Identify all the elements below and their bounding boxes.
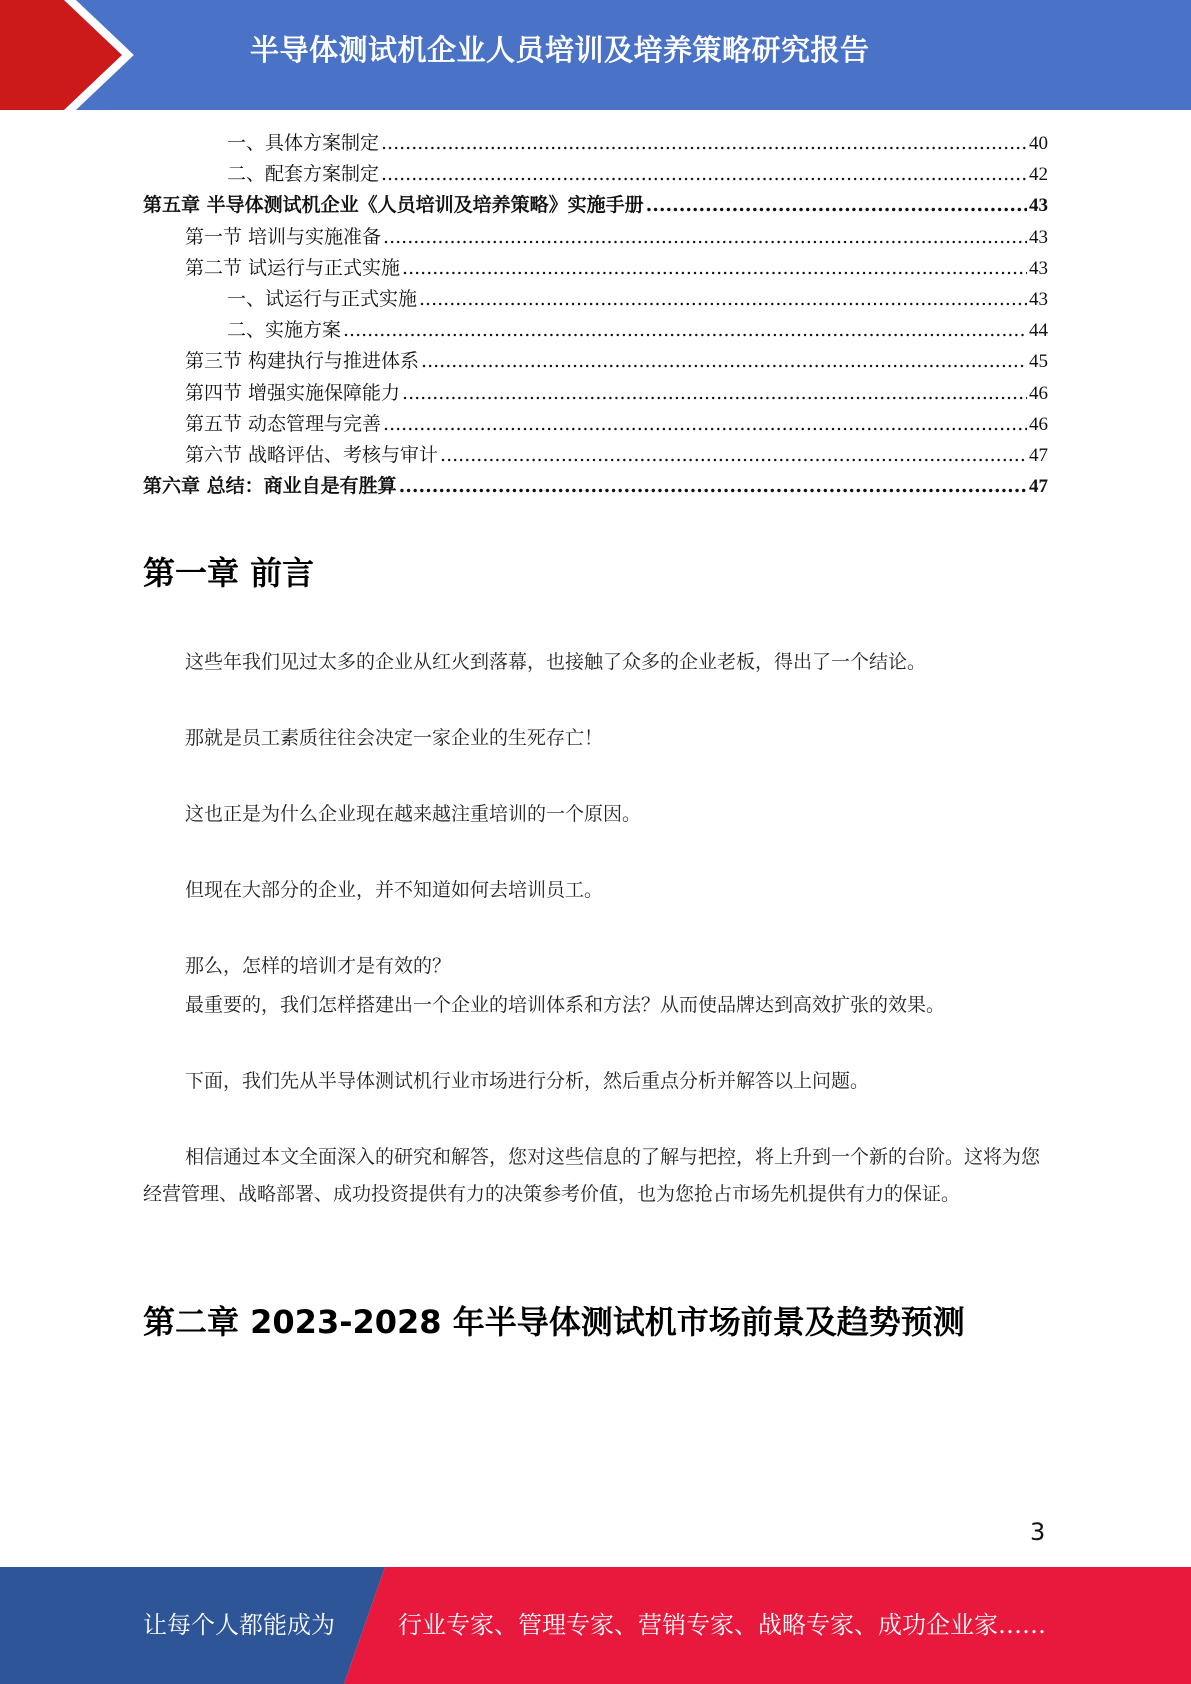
paragraph: 相信通过本文全面深入的研究和解答，您对这些信息的了解与把控，将上升到一个新的台阶。这将为您经营管理、战略部署、成功投资提供有力的决策参考价值，也为您抢占市场先机提供有力的保证。 — [143, 1146, 1041, 1205]
toc-entry-label: 第六章 总结：商业自是有胜算 — [143, 475, 397, 498]
chapter-1-heading: 第一章 前言 — [143, 554, 315, 592]
toc-entry-section[interactable] — [143, 409, 1048, 440]
toc-entry[interactable] — [143, 159, 1048, 190]
toc-entry-section[interactable] — [143, 346, 1048, 377]
toc-dot-leader — [421, 346, 1027, 377]
toc-entry-label: 第一节 培训与实施准备 — [185, 225, 382, 248]
toc-entry[interactable] — [143, 128, 1048, 159]
footer-slogan-right: 行业专家、管理专家、营销专家、战略专家、成功企业家…… — [398, 1611, 1046, 1639]
table-of-contents — [143, 128, 1048, 502]
toc-entry-label: 第五章 半导体测试机企业《人员培训及培养策略》实施手册 — [143, 194, 644, 217]
toc-entry-label: 第二节 试运行与正式实施 — [185, 256, 401, 279]
toc-entry-page: 46 — [1029, 382, 1048, 404]
toc-dot-leader — [381, 159, 1027, 190]
paragraph: 这些年我们见过太多的企业从红火到落幕，也接触了众多的企业老板，得出了一个结论。 — [185, 651, 927, 673]
report-title: 半导体测试机企业人员培训及培养策略研究报告 — [250, 33, 870, 67]
toc-dot-leader — [381, 128, 1027, 159]
page-number: 3 — [1030, 1518, 1046, 1546]
toc-entry-label: 第三节 构建执行与推进体系 — [185, 350, 420, 373]
toc-dot-leader — [402, 378, 1027, 409]
toc-dot-leader — [343, 315, 1027, 346]
toc-entry[interactable] — [143, 315, 1048, 346]
paragraph: 下面，我们先从半导体测试机行业市场进行分析，然后重点分析并解答以上问题。 — [185, 1070, 870, 1092]
toc-entry-page: 47 — [1029, 444, 1048, 466]
toc-entry-page: 42 — [1029, 164, 1048, 186]
paragraph: 最重要的，我们怎样搭建出一个企业的培训体系和方法？从而使品牌达到高效扩张的效果。 — [185, 994, 946, 1016]
toc-dot-leader — [419, 284, 1027, 315]
toc-entry-label: 二、实施方案 — [227, 319, 342, 342]
chapter-2-heading: 第二章 2023-2028 年半导体测试机市场前景及趋势预测 — [143, 1303, 965, 1341]
toc-entry-section[interactable] — [143, 253, 1048, 284]
toc-entry-chapter[interactable] — [143, 471, 1048, 502]
toc-entry-page: 47 — [1029, 476, 1048, 498]
toc-entry-page: 46 — [1029, 413, 1048, 435]
toc-entry-label: 第六节 战略评估、考核与审计 — [185, 443, 439, 466]
paragraph: 但现在大部分的企业，并不知道如何去培训员工。 — [185, 879, 604, 901]
toc-entry-page: 40 — [1029, 133, 1048, 154]
toc-dot-leader — [383, 409, 1027, 440]
paragraph: 这也正是为什么企业现在越来越注重培训的一个原因。 — [185, 803, 642, 825]
toc-entry-label: 二、配套方案制定 — [227, 163, 380, 186]
toc-entry-section[interactable] — [143, 440, 1048, 471]
header-chevron-decoration — [0, 0, 160, 110]
toc-entry-label: 第五节 动态管理与完善 — [185, 412, 382, 435]
footer-slogan-left: 让每个人都能成为 — [143, 1611, 335, 1639]
toc-dot-leader — [646, 190, 1027, 221]
toc-entry-page: 43 — [1029, 257, 1048, 279]
toc-dot-leader — [440, 440, 1027, 471]
page-footer — [0, 1567, 1191, 1684]
toc-dot-leader — [383, 222, 1027, 253]
toc-dot-leader — [399, 471, 1027, 502]
toc-entry-section[interactable] — [143, 222, 1048, 253]
toc-entry-label: 第四节 增强实施保障能力 — [185, 381, 401, 404]
toc-entry-page: 43 — [1029, 195, 1048, 217]
toc-entry-chapter[interactable] — [143, 190, 1048, 221]
toc-dot-leader — [402, 253, 1027, 284]
toc-entry-page: 43 — [1029, 226, 1048, 248]
toc-entry-page: 44 — [1029, 320, 1048, 342]
toc-entry-label: 一、具体方案制定 — [227, 132, 380, 154]
page-header — [0, 0, 1191, 110]
toc-entry-section[interactable] — [143, 378, 1048, 409]
toc-entry-page: 43 — [1029, 288, 1048, 310]
toc-entry-label: 一、试运行与正式实施 — [227, 287, 418, 310]
toc-entry[interactable] — [143, 284, 1048, 315]
paragraph: 那就是员工素质往往会决定一家企业的生死存亡！ — [185, 727, 604, 749]
toc-entry-page: 45 — [1029, 351, 1048, 373]
paragraph: 那么，怎样的培训才是有效的？ — [185, 955, 452, 977]
